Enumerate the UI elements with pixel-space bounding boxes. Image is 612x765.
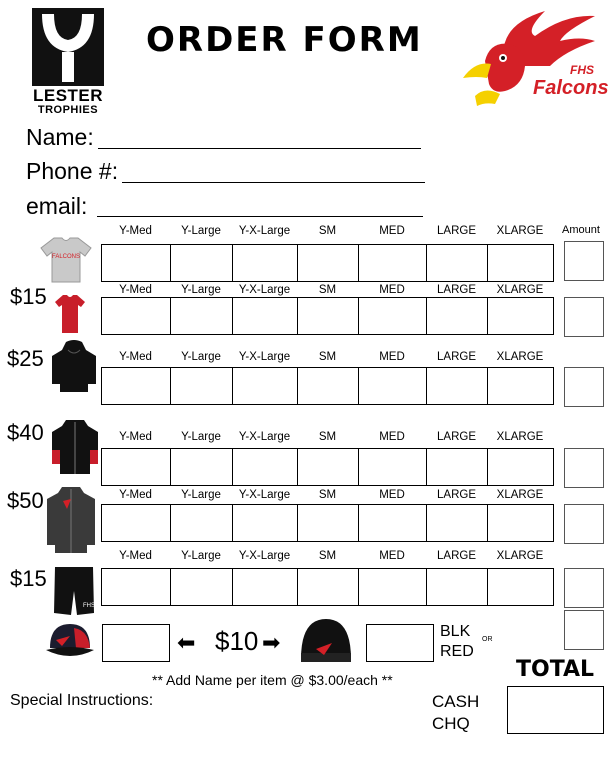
red-tshirt-image — [54, 294, 86, 339]
size-column-header: Y-Med — [119, 351, 152, 363]
size-column-header: MED — [379, 351, 405, 363]
lester-trophies-logo — [28, 6, 108, 116]
size-column-header: Y-Med — [119, 225, 152, 237]
size-quantity-cell[interactable] — [232, 568, 298, 606]
size-quantity-cell[interactable] — [170, 568, 233, 606]
lester-logo-mark — [32, 8, 104, 86]
size-column-header: LARGE — [437, 550, 476, 562]
size-column-header: LARGE — [437, 225, 476, 237]
arrow-right-icon: ➡ — [262, 630, 281, 655]
size-column-header: Y-Large — [181, 225, 221, 237]
size-column-header: MED — [379, 225, 405, 237]
amount-header: Amount — [562, 224, 600, 236]
cap-quantity-box[interactable] — [102, 624, 170, 662]
size-quantity-cell[interactable] — [101, 297, 171, 335]
price-label: $40 — [7, 420, 44, 445]
size-quantity-cell[interactable] — [297, 568, 359, 606]
size-column-header: LARGE — [437, 431, 476, 443]
size-column-header: XLARGE — [496, 351, 544, 363]
size-column-header: MED — [379, 550, 405, 562]
size-quantity-cell[interactable] — [426, 297, 488, 335]
size-column-header: Y-X-Large — [238, 431, 291, 443]
logo-name: LESTER — [32, 86, 104, 105]
name-addon-note: ** Add Name per item @ $3.00/each ** — [152, 672, 393, 688]
price-label: $50 — [7, 488, 44, 513]
email-field[interactable] — [97, 216, 423, 217]
size-column-header: Y-X-Large — [238, 550, 291, 562]
svg-text:FHS: FHS — [83, 603, 95, 609]
size-quantity-cell[interactable] — [101, 367, 171, 405]
grey-jacket-image — [45, 485, 97, 560]
size-column-header: SM — [318, 550, 337, 562]
price-label: $25 — [7, 346, 44, 371]
falcons-logo — [455, 6, 609, 116]
grey-tshirt-image — [40, 236, 92, 289]
size-quantity-cell[interactable] — [426, 504, 488, 542]
size-column-header: Y-Med — [119, 550, 152, 562]
size-column-header: XLARGE — [496, 225, 544, 237]
phone-label: Phone #: — [26, 158, 119, 184]
size-quantity-cell[interactable] — [232, 244, 298, 282]
page-title: ORDER FORM — [146, 20, 423, 60]
special-instructions-label: Special Instructions: — [10, 692, 154, 709]
size-column-header: Y-Med — [119, 431, 152, 443]
size-quantity-cell[interactable] — [358, 244, 427, 282]
size-column-header: SM — [318, 225, 337, 237]
size-quantity-cell[interactable] — [487, 448, 554, 486]
cash-label: CASH — [432, 692, 480, 711]
size-column-header: Y-Med — [119, 489, 152, 501]
size-quantity-cell[interactable] — [426, 244, 488, 282]
size-column-header: LARGE — [437, 489, 476, 501]
size-quantity-cell[interactable] — [426, 367, 488, 405]
size-column-header: Y-Large — [181, 431, 221, 443]
size-quantity-cell[interactable] — [170, 244, 233, 282]
size-quantity-cell[interactable] — [170, 367, 233, 405]
size-quantity-cell[interactable] — [487, 244, 554, 282]
amount-box[interactable] — [564, 568, 604, 608]
size-quantity-cell[interactable] — [232, 448, 298, 486]
black-shorts-image — [53, 565, 95, 622]
email-label: email: — [26, 193, 88, 219]
svg-text:FHS: FHS — [570, 63, 594, 77]
size-quantity-cell[interactable] — [170, 297, 233, 335]
size-quantity-cell[interactable] — [297, 244, 359, 282]
size-quantity-cell[interactable] — [358, 367, 427, 405]
size-quantity-cell[interactable] — [170, 504, 233, 542]
size-quantity-cell[interactable] — [426, 448, 488, 486]
size-column-header: SM — [318, 351, 337, 363]
price-label: $15 — [10, 284, 47, 309]
size-column-header: MED — [379, 431, 405, 443]
size-quantity-cell[interactable] — [101, 504, 171, 542]
name-field[interactable] — [98, 148, 421, 149]
size-quantity-cell[interactable] — [170, 448, 233, 486]
size-column-header: XLARGE — [496, 284, 544, 296]
size-column-header: Y-Med — [119, 284, 152, 296]
size-quantity-cell[interactable] — [297, 297, 359, 335]
size-quantity-cell[interactable] — [101, 448, 171, 486]
size-column-header: SM — [318, 284, 337, 296]
size-quantity-cell[interactable] — [487, 568, 554, 606]
amount-box[interactable] — [564, 241, 604, 281]
size-quantity-cell[interactable] — [487, 504, 554, 542]
size-quantity-cell[interactable] — [232, 297, 298, 335]
size-quantity-cell[interactable] — [101, 244, 171, 282]
price-label: $15 — [10, 566, 47, 591]
hat-amount-box[interactable] — [564, 610, 604, 650]
total-box[interactable] — [507, 686, 604, 734]
size-quantity-cell[interactable] — [358, 504, 427, 542]
size-quantity-cell[interactable] — [358, 568, 427, 606]
amount-box[interactable] — [564, 504, 604, 544]
size-column-header: LARGE — [437, 284, 476, 296]
amount-box[interactable] — [564, 367, 604, 407]
name-label: Name: — [26, 124, 94, 150]
color-option-red: RED — [440, 643, 474, 660]
size-column-header: Y-X-Large — [238, 351, 291, 363]
size-quantity-cell[interactable] — [297, 448, 359, 486]
svg-text:FALCONS: FALCONS — [51, 254, 81, 260]
amount-box[interactable] — [564, 448, 604, 488]
size-column-header: XLARGE — [496, 431, 544, 443]
size-column-header: SM — [318, 489, 337, 501]
black-hoodie-image — [50, 340, 98, 399]
size-column-header: Y-Large — [181, 550, 221, 562]
cheque-label: CHQ — [432, 714, 470, 733]
size-quantity-cell[interactable] — [297, 367, 359, 405]
color-option-black: BLK — [440, 623, 471, 640]
size-column-header: Y-Large — [181, 489, 221, 501]
size-quantity-cell[interactable] — [232, 367, 298, 405]
size-quantity-cell[interactable] — [101, 568, 171, 606]
baseball-cap-image — [44, 620, 96, 671]
size-column-header: XLARGE — [496, 550, 544, 562]
size-column-header: SM — [318, 431, 337, 443]
size-quantity-cell[interactable] — [358, 297, 427, 335]
beanie-image — [298, 615, 354, 670]
size-column-header: Y-X-Large — [238, 284, 291, 296]
black-jacket-image — [50, 418, 100, 481]
size-quantity-cell[interactable] — [487, 297, 554, 335]
size-column-header: LARGE — [437, 351, 476, 363]
svg-text:Falcons: Falcons — [533, 77, 609, 99]
beanie-quantity-box[interactable] — [366, 624, 434, 662]
color-option-or: OR — [482, 636, 493, 643]
size-column-header: XLARGE — [496, 489, 544, 501]
size-column-header: Y-Large — [181, 284, 221, 296]
size-quantity-cell[interactable] — [358, 448, 427, 486]
size-quantity-cell[interactable] — [297, 504, 359, 542]
amount-box[interactable] — [564, 297, 604, 337]
logo-subname: TROPHIES — [37, 104, 99, 116]
size-column-header: Y-X-Large — [238, 489, 291, 501]
arrow-left-icon: ⬅ — [177, 630, 196, 655]
size-quantity-cell[interactable] — [426, 568, 488, 606]
size-quantity-cell[interactable] — [232, 504, 298, 542]
hat-price: $10 — [215, 626, 259, 656]
size-column-header: Y-Large — [181, 351, 221, 363]
size-column-header: MED — [379, 489, 405, 501]
size-column-header: Y-X-Large — [238, 225, 291, 237]
size-column-header: MED — [379, 284, 405, 296]
phone-field[interactable] — [122, 182, 425, 183]
size-quantity-cell[interactable] — [487, 367, 554, 405]
total-label: TOTAL — [516, 657, 595, 682]
